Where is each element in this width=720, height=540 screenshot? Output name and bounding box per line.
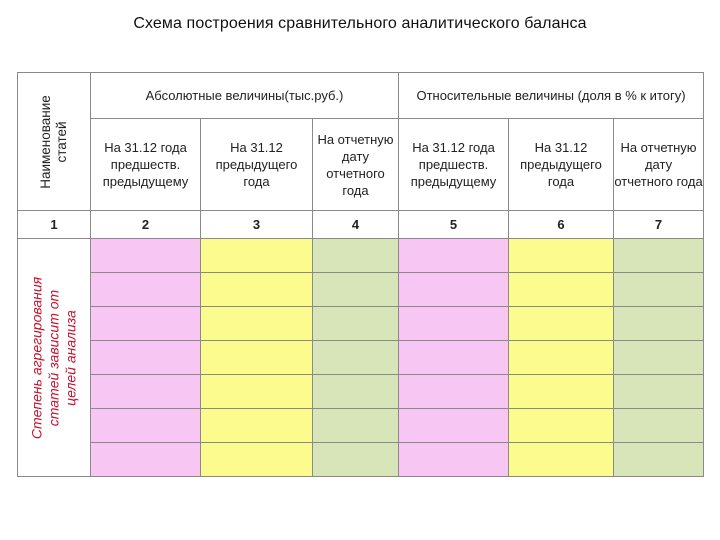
table-row: [18, 307, 704, 341]
data-cell: [614, 239, 704, 273]
group-header-relative: Относительные величины (доля в % к итогу): [399, 73, 704, 119]
data-cell: [91, 443, 201, 477]
row-header-label: Наименование статей: [38, 94, 69, 189]
data-cell: [201, 239, 313, 273]
column-number-2: 2: [91, 211, 201, 239]
column-number-3: 3: [201, 211, 313, 239]
column-number-6: 6: [509, 211, 614, 239]
data-cell: [509, 273, 614, 307]
data-cell: [614, 273, 704, 307]
subheader-col-4: На отчетную дату отчетного года: [313, 119, 399, 211]
data-cell: [509, 443, 614, 477]
data-cell: [313, 273, 399, 307]
data-cell: [313, 239, 399, 273]
table-row: [18, 375, 704, 409]
data-cell: [91, 409, 201, 443]
row-group-label: Степень агрегирования статей зависит от целей анализа: [28, 276, 79, 439]
data-cell: [399, 341, 509, 375]
data-cell: [614, 375, 704, 409]
page-title: Схема построения сравнительного аналитического баланса: [133, 15, 587, 32]
data-cell: [201, 443, 313, 477]
row-header-cell: [18, 73, 91, 211]
data-cell: [91, 375, 201, 409]
data-cell: [509, 375, 614, 409]
data-cell: [201, 409, 313, 443]
data-cell: [91, 239, 201, 273]
table-row: [18, 443, 704, 477]
data-cell: [509, 341, 614, 375]
data-cell: [399, 443, 509, 477]
data-cell: [509, 307, 614, 341]
subheader-col-3: На 31.12 предыдущего года: [201, 119, 313, 211]
data-cell: [201, 341, 313, 375]
data-cell: [614, 443, 704, 477]
column-number-4: 4: [313, 211, 399, 239]
data-cell: [201, 307, 313, 341]
group-header-absolute: Абсолютные величины(тыс.руб.): [91, 73, 399, 119]
data-cell: [399, 239, 509, 273]
data-cell: [313, 307, 399, 341]
column-number-7: 7: [614, 211, 704, 239]
table-row: [18, 341, 704, 375]
data-cell: [614, 307, 704, 341]
data-cell: [509, 239, 614, 273]
data-cell: [313, 375, 399, 409]
column-number-5: 5: [399, 211, 509, 239]
data-cell: [614, 341, 704, 375]
subheader-col-7: На отчетную дату отчетного года: [614, 119, 704, 211]
data-cell: [313, 409, 399, 443]
data-cell: [313, 443, 399, 477]
subheader-col-6: На 31.12 предыдущего года: [509, 119, 614, 211]
data-cell: [91, 341, 201, 375]
table-row: [18, 273, 704, 307]
data-cell: [201, 375, 313, 409]
subheader-col-2: На 31.12 года предшеств. предыдущему: [91, 119, 201, 211]
data-cell: [614, 409, 704, 443]
data-cell: [201, 273, 313, 307]
data-cell: [399, 375, 509, 409]
subheader-col-5: На 31.12 года предшеств. предыдущему: [399, 119, 509, 211]
table-row: [18, 409, 704, 443]
data-cell: [399, 409, 509, 443]
data-cell: [313, 341, 399, 375]
comparative-balance-table: [17, 72, 704, 477]
column-number-1: 1: [18, 211, 91, 239]
data-cell: [399, 307, 509, 341]
data-cell: [509, 409, 614, 443]
data-cell: [91, 273, 201, 307]
table-row: [18, 239, 704, 273]
row-group-cell: [18, 239, 91, 477]
data-cell: [91, 307, 201, 341]
data-cell: [399, 273, 509, 307]
